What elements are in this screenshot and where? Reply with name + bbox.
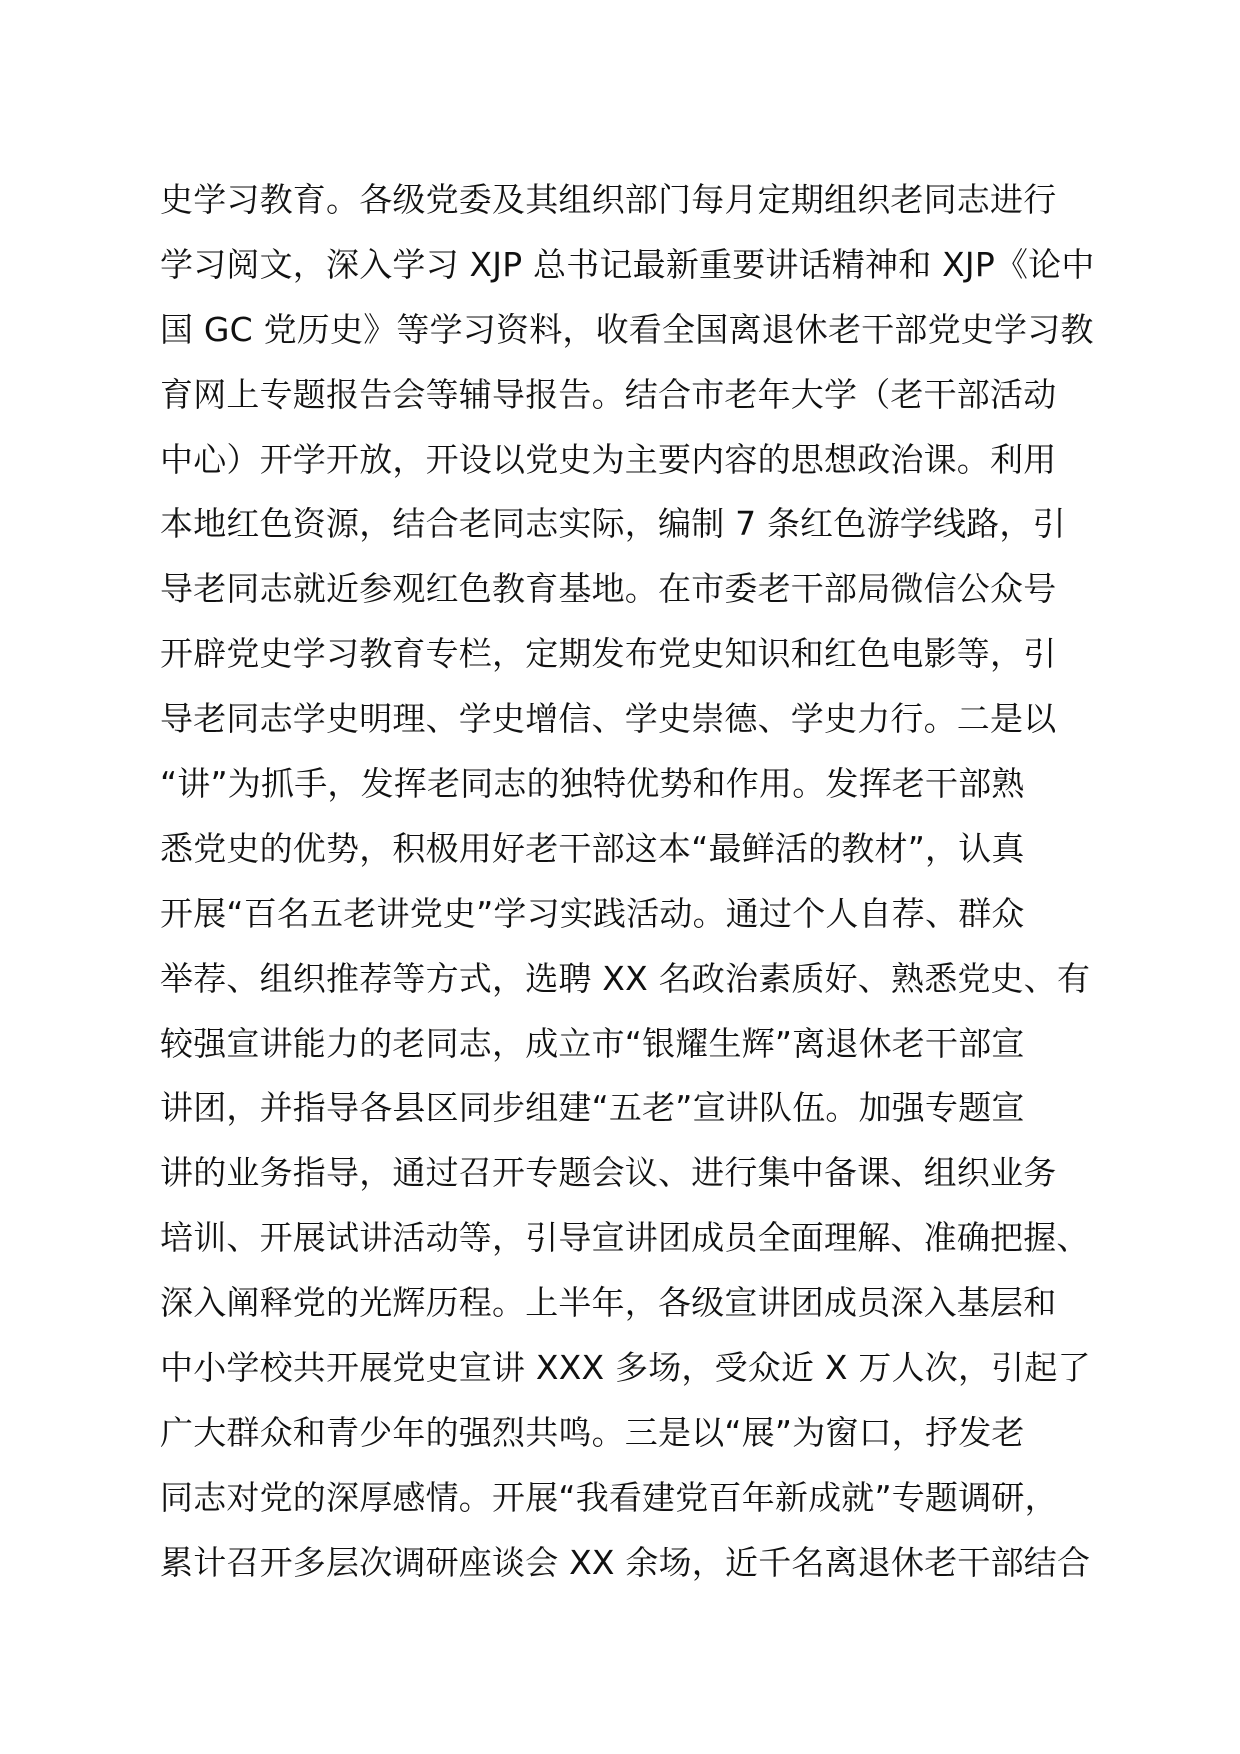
text-line: 学习阅文，深入学习 XJP 总书记最新重要讲话精神和 XJP《论中 [160,244,1095,284]
text-line: 本地红色资源，结合老同志实际，编制 7 条红色游学线路，引 [160,504,1066,544]
text-line: 中心）开学开放，开设以党史为主要内容的思想政治课。利用 [160,439,1057,479]
text-line: 讲的业务指导，通过召开专题会议、进行集中备课、组织业务 [160,1153,1057,1193]
text-line: 开展“百名五老讲党史”学习实践活动。通过个人自荐、群众 [160,893,1025,933]
text-line: 史学习教育。各级党委及其组织部门每月定期组织老同志进行 [160,180,1057,219]
text-line: 开辟党史学习教育专栏，定期发布党史知识和红色电影等，引 [160,634,1057,674]
text-line: 讲团，并指导各县区同步组建“五老”宣讲队伍。加强专题宣 [160,1088,1025,1128]
text-line: 国 GC 党历史》等学习资料，收看全国离退休老干部党史学习教 [160,309,1094,349]
text-line: 累计召开多层次调研座谈会 XX 余场，近千名离退休老干部结合 [160,1542,1091,1582]
body-paragraph [160,168,1120,1596]
text-line: 较强宣讲能力的老同志，成立市“银耀生辉”离退休老干部宣 [160,1023,1025,1063]
text-line: 育网上专题报告会等辅导报告。结合市老年大学（老干部活动 [160,374,1057,414]
text-line: 举荐、组织推荐等方式，选聘 XX 名政治素质好、熟悉党史、有 [160,958,1091,998]
text-line: 悉党史的优势，积极用好老干部这本“最鲜活的教材”，认真 [160,828,1025,868]
text-line: “讲”为抓手，发挥老同志的独特优势和作用。发挥老干部熟 [160,764,1025,804]
text-line: 广大群众和青少年的强烈共鸣。三是以“展”为窗口，抒发老 [160,1412,1025,1452]
text-line: 同志对党的深厚感情。开展“我看建党百年新成就”专题调研， [160,1477,1058,1517]
text-line: 导老同志就近参观红色教育基地。在市委老干部局微信公众号 [160,569,1057,609]
text-line: 培训、开展试讲活动等，引导宣讲团成员全面理解、准确把握、 [160,1218,1090,1258]
text-line: 中小学校共开展党史宣讲 XXX 多场，受众近 X 万人次，引起了 [160,1348,1091,1388]
text-line: 导老同志学史明理、学史增信、学史崇德、学史力行。二是以 [160,699,1057,739]
text-line: 深入阐释党的光辉历程。上半年，各级宣讲团成员深入基层和 [160,1283,1057,1323]
